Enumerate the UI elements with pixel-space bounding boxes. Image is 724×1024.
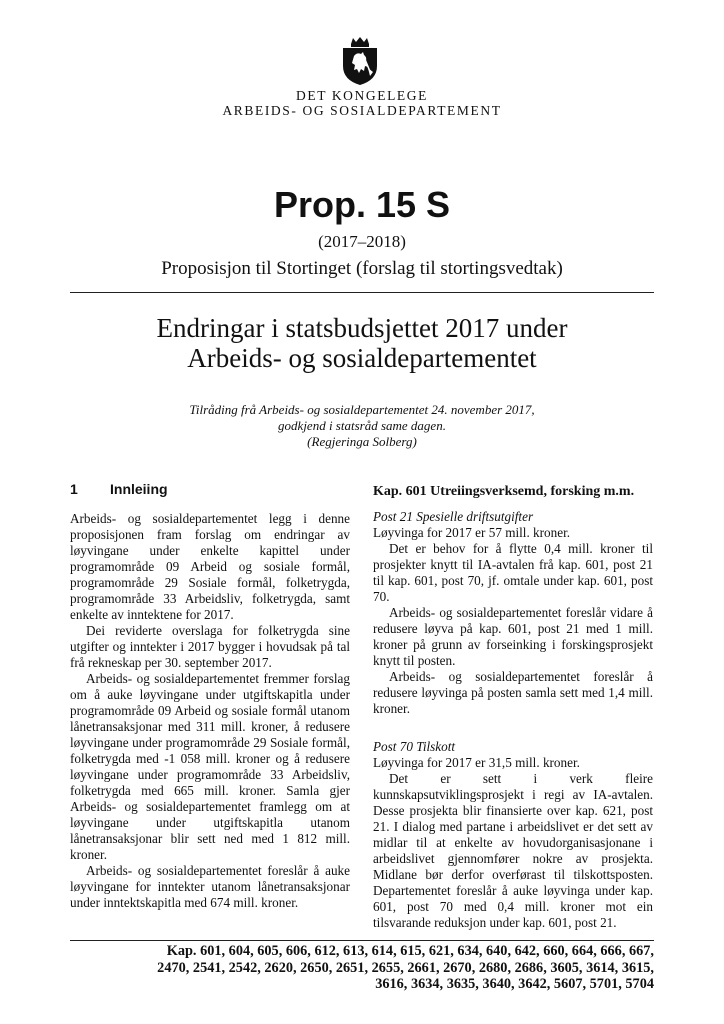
post-heading: Post 70 Tilskott [373, 739, 456, 754]
document-title-line2: Arbeids- og sosialdepartementet [187, 343, 537, 373]
recommendation-line2: godkjend i statsråd same dagen. [278, 418, 446, 433]
left-column-body [70, 511, 350, 911]
top-divider [70, 292, 654, 293]
chapter-list-line1: Kap. 601, 604, 605, 606, 612, 613, 614, 615, 621, 634, 640, 642, 660, 664, 666, 667, [166, 943, 654, 959]
paragraph: Dei reviderte overslaga for folketrygda sine utgifter og inntekter i 2017 bygger i hovudsak på tal frå rekneskap per 30. september 2017. [70, 623, 350, 670]
paragraph: Det er behov for å flytte 0,4 mill. kroner til prosjekter knytt til IA-avtalen frå kap. 601, post 21 til kap. 601, post 70, jf. omtale under kap. 601, post 70. [373, 541, 653, 604]
chapter-list-line2: 2470, 2541, 2542, 2620, 2650, 2651, 2655, 2661, 2670, 2680, 2686, 3605, 3614, 3615, [157, 959, 654, 976]
paragraph: Arbeids- og sosialdepartementet legg i denne proposisjonen fram forslag om endringar av løyvingane under enkelte kapittel under programområde 09 Arbeid og sosiale formål, programområde 29 Sosiale formål, folketrygda, programområde 33 Arbeidsliv, folketrygda, samt enkelte av inntektene for 2017. [70, 511, 350, 622]
chapter-heading: Kap. 601 Utreiingsverksemd, forsking m.m. [373, 484, 635, 499]
chapter-list [66, 943, 654, 993]
section-title: Innleiing [110, 481, 168, 497]
section-number: 1 [70, 481, 78, 497]
department-name-line1: DET KONGELEGE [296, 88, 428, 103]
paragraph: Arbeids- og sosialdepartementet foreslår å redusere løyvinga på posten samla sett med 1,4 mill. kroner. [373, 669, 653, 716]
paragraph: Det er sett i verk fleire kunnskapsutviklingsprosjekt i regi av IA-avtalen. Desse prosjekta blir finansierte over kap. 621, post 21. I dialog med partane i arbeidslivet er det sett av midlar til at enkelte av hovudorganisasjonane i arbeidslivet gjennomfører nokre av prosjekta. Midlane bør derfor overførast til tilskottsposten. Departementet foreslår å auke løyvinga under kap. 601, post 70 med 0,4 mill. kroner mot ein tilsvarande reduksjon under kap. 601, post 21. [373, 771, 653, 930]
paragraph: Løyvinga for 2017 er 57 mill. kroner. [373, 525, 571, 540]
recommendation-line3: (Regjeringa Solberg) [307, 434, 417, 449]
paragraph: Arbeids- og sosialdepartementet fremmer forslag om å auke løyvingane under utgiftskapitla under programområde 09 Arbeid og sosiale formål utanom lånetransaksjonar med 311 mill. kroner, å redusere løyvingane under programområde 29 Sosiale formål, folketrygda med -1 058 mill. kroner og å redusere løyvingane under programområde 33 Arbeidsliv, folketrygda med 665 mill. kroner. Samla gjer Arbeids- og sosialdepartementet framlegg om at løyvingane under utgiftskapitla utanom lånetransaksjonar blir sett ned med 1 812 mill. kroner. [70, 671, 350, 862]
proposition-number: Prop. 15 S [273, 184, 451, 225]
paragraph: Arbeids- og sosialdepartementet foreslår vidare å redusere løyva på kap. 601, post 21 med 1 mill. kroner på grunn av forseinking i forskingsprosjekt knytt til posten. [373, 605, 653, 668]
session-year: (2017–2018) [318, 232, 406, 251]
bottom-divider [70, 940, 654, 941]
document-title-line1: Endringar i statsbudsjettet 2017 under [156, 313, 568, 343]
right-column-body [373, 509, 653, 931]
chapter-list-line3: 3616, 3634, 3635, 3640, 3642, 5607, 5701, 5704 [375, 976, 654, 992]
paragraph: Arbeids- og sosialdepartementet foreslår å auke løyvingane for inntekter utanom lånetransaksjonar under inntektskapitla med 674 mill. kroner. [70, 863, 350, 910]
norwegian-coat-of-arms-icon [337, 36, 383, 86]
section-heading [70, 481, 168, 497]
post-heading: Post 21 Spesielle driftsutgifter [373, 509, 534, 524]
paragraph: Løyvinga for 2017 er 31,5 mill. kroner. [373, 755, 580, 770]
recommendation-line1: Tilråding frå Arbeids- og sosialdepartementet 24. november 2017, [189, 402, 535, 417]
department-name-line2: ARBEIDS- OG SOSIALDEPARTEMENT [222, 103, 502, 118]
proposition-subtitle: Proposisjon til Stortinget (forslag til stortingsvedtak) [161, 258, 563, 279]
